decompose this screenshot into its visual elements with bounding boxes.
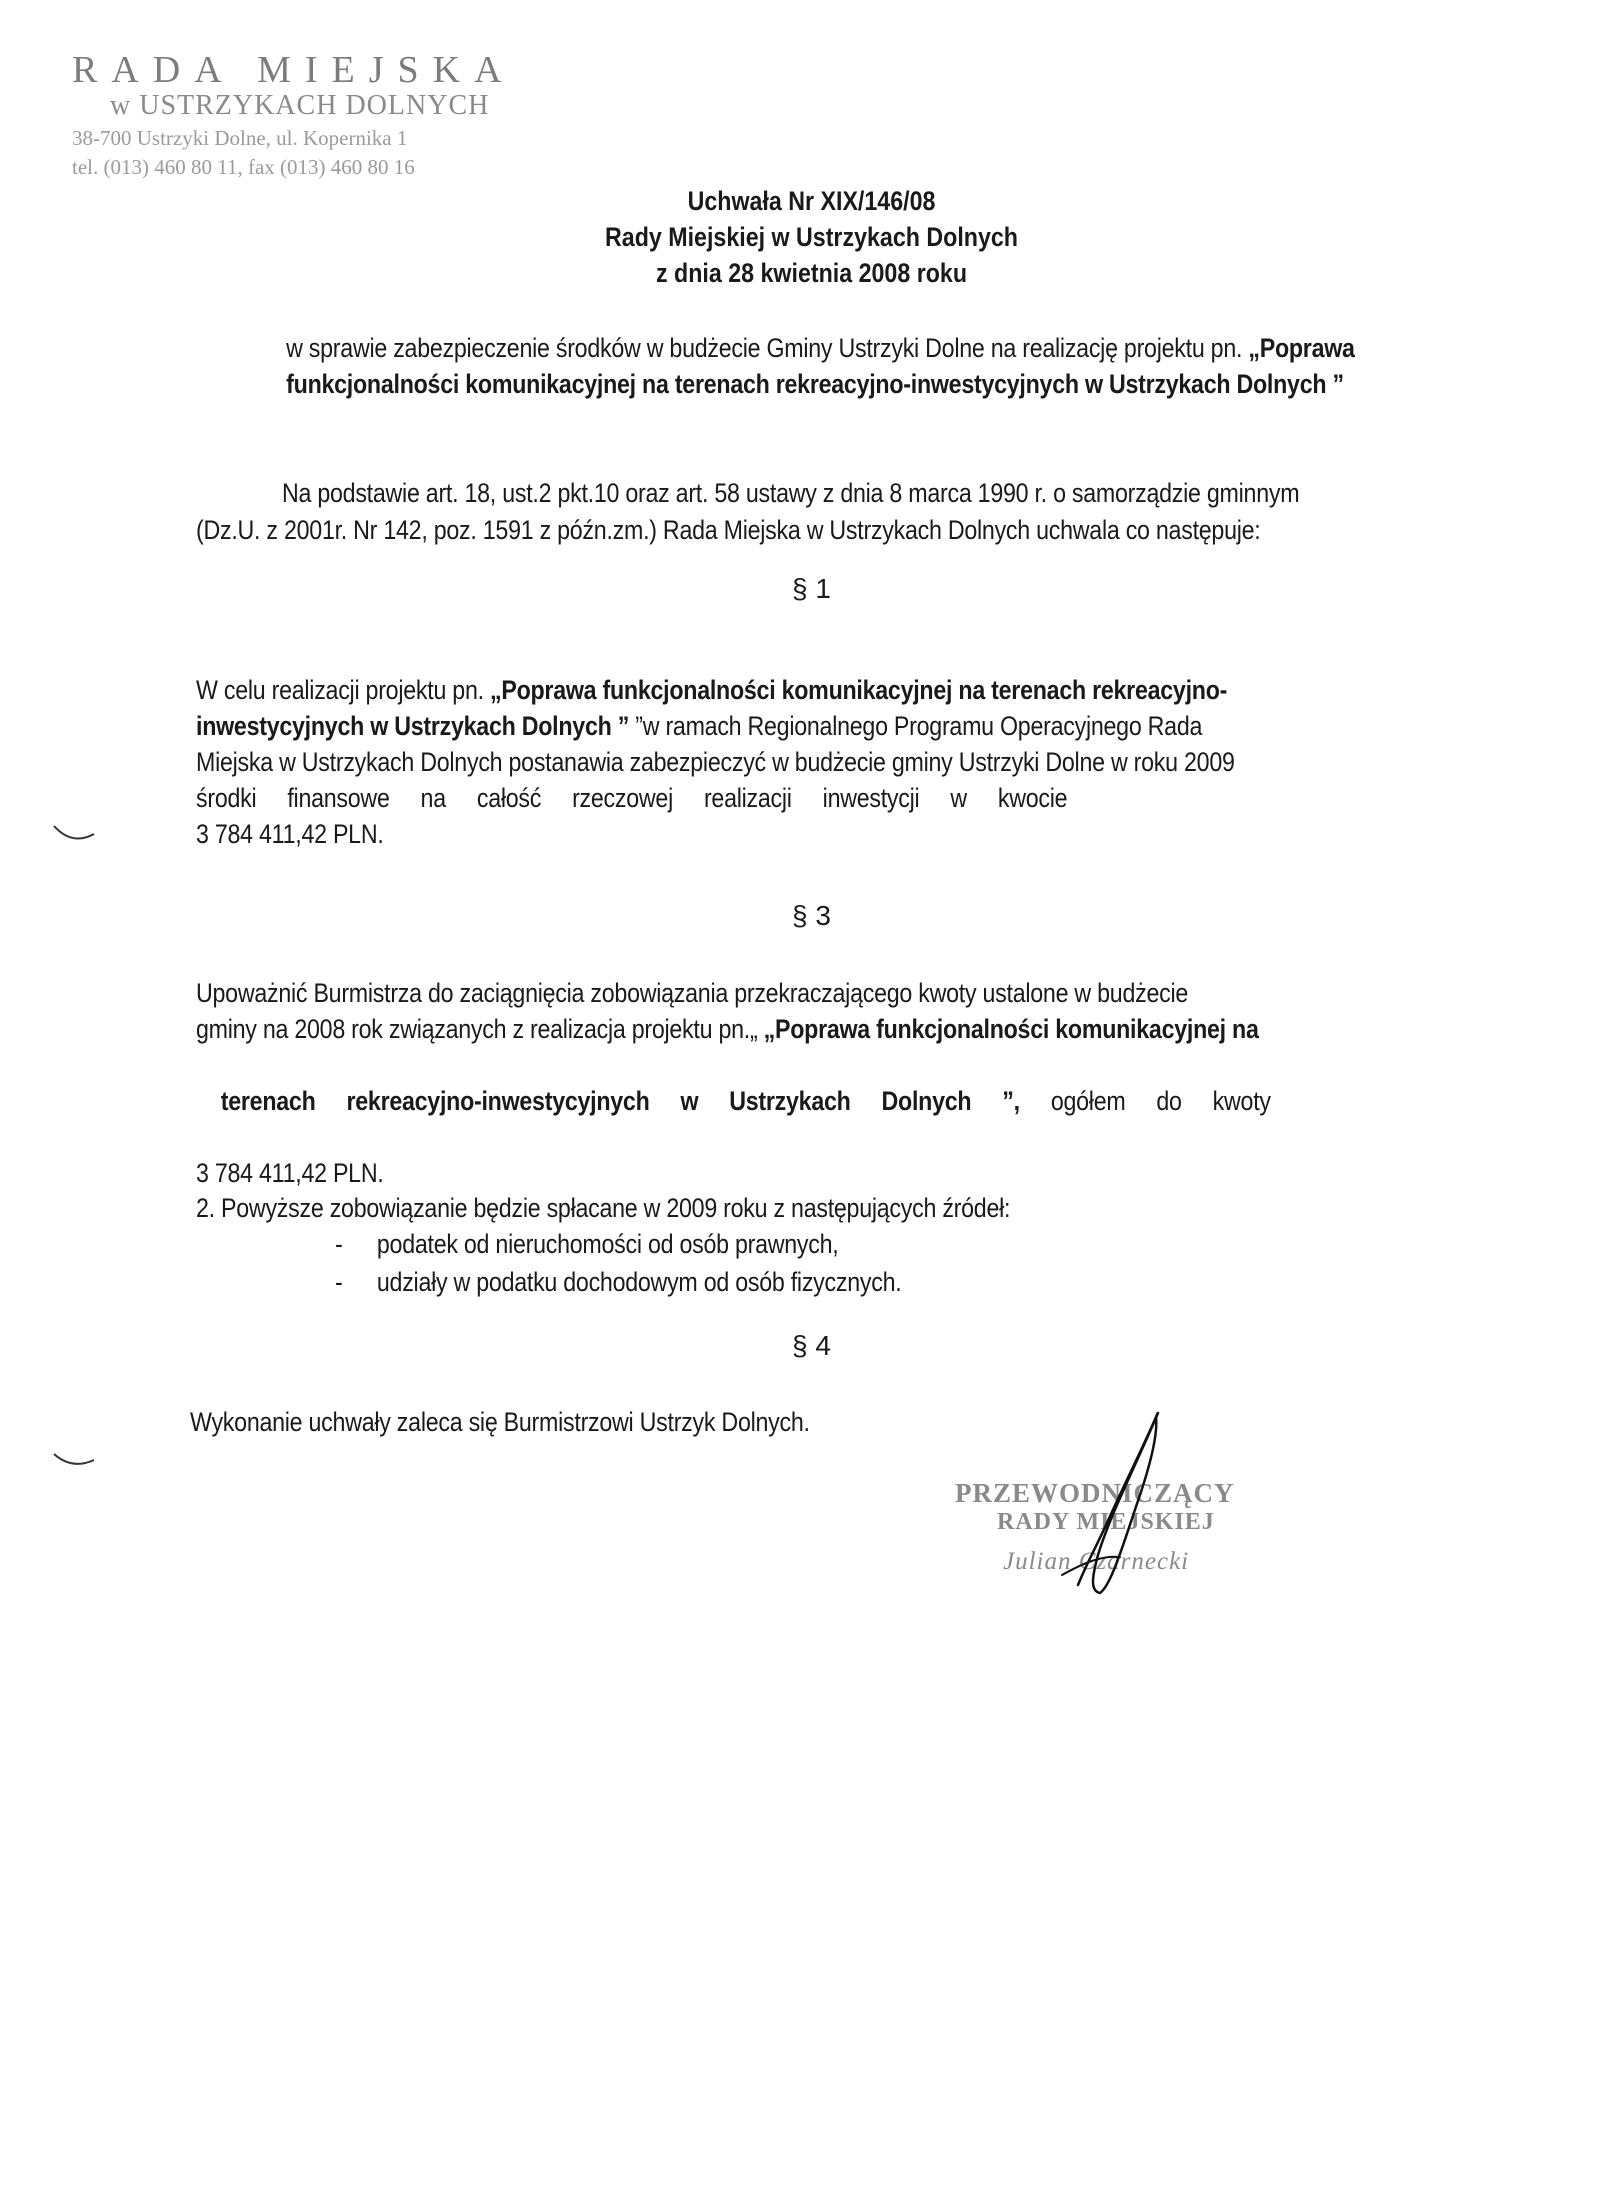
signature-title: PRZEWODNICZĄCY bbox=[955, 1478, 1235, 1508]
subject-line2-bold: funkcjonalności komunikacyjnej na terenach rekreacyjno-inwestycyjnych w Ustrzykach Dolnych ” bbox=[286, 369, 1344, 399]
section-1-line1-bold: „Poprawa funkcjonalności komunikacyjnej na terenach rekreacyjno- bbox=[489, 675, 1228, 705]
section-3-line3-plain: ogółem do kwoty bbox=[1019, 1086, 1271, 1116]
signature-body: RADY MIEJSKIEJ bbox=[997, 1509, 1215, 1535]
stamp-phone: tel. (013) 460 80 11, fax (013) 460 80 16 bbox=[72, 155, 415, 179]
resolution-date: z dnia 28 kwietnia 2008 roku bbox=[655, 258, 968, 288]
section-4-mark: § 4 bbox=[792, 1330, 831, 1361]
section-1-line2-bold: inwestycyjnych w Ustrzykach Dolnych ” bbox=[196, 711, 630, 741]
stamp-subtitle: w USTRZYKACH DOLNYCH bbox=[110, 90, 490, 121]
subject-line1-plain: w sprawie zabezpieczenie środków w budżecie Gminy Ustrzyki Dolne na realizację projektu pn. bbox=[286, 333, 1249, 363]
stamp-address: 38-700 Ustrzyki Dolne, ul. Kopernika 1 bbox=[72, 126, 408, 150]
margin-mark-icon bbox=[50, 820, 100, 850]
list-dash: - bbox=[335, 1229, 343, 1259]
handwritten-signature-icon bbox=[1040, 1405, 1180, 1605]
resolution-subject bbox=[200, 330, 1430, 402]
section-1-amount: 3 784 411,42 PLN. bbox=[196, 819, 384, 849]
resolution-number: Uchwała Nr XIX/146/08 bbox=[687, 186, 936, 216]
section-4-text: Wykonanie uchwały zaleca się Burmistrzowi Ustrzyk Dolnych. bbox=[190, 1407, 810, 1437]
section-1-line3: Miejska w Ustrzykach Dolnych postanawia zabezpieczyć w budżecie gminy Ustrzyki Dolne w roku 2009 bbox=[196, 747, 1235, 777]
section-3-body bbox=[196, 975, 1456, 1191]
signature-name: Julian Czarnecki bbox=[1003, 1548, 1190, 1575]
resolution-issuer: Rady Miejskiej w Ustrzykach Dolnych bbox=[605, 222, 1018, 252]
section-3-line1: Upoważnić Burmistrza do zaciągnięcia zobowiązania przekraczającego kwoty ustalone w budżecie bbox=[196, 978, 1189, 1008]
repayment-source-2: udziały w podatku dochodowym od osób fizycznych. bbox=[376, 1267, 902, 1297]
council-letterhead-stamp bbox=[72, 48, 516, 180]
section-3-amount: 3 784 411,42 PLN. bbox=[196, 1158, 384, 1188]
section-3-mark: § 3 bbox=[792, 900, 831, 931]
section-1-line1-plain: W celu realizacji projektu pn. bbox=[196, 675, 490, 705]
section-1-mark: § 1 bbox=[792, 573, 831, 604]
stamp-title: RADA MIEJSKA bbox=[72, 49, 516, 91]
margin-mark-icon bbox=[50, 1448, 100, 1478]
section-3-line2-plain: gminy na 2008 rok związanych z realizacja projektu pn.„ bbox=[196, 1014, 764, 1044]
repayment-source-item bbox=[335, 1264, 901, 1300]
repayment-source-1: podatek od nieruchomości od osób prawnych, bbox=[376, 1229, 839, 1259]
subject-line1-bold: „Poprawa bbox=[1248, 333, 1355, 363]
preamble-line2: (Dz.U. z 2001r. Nr 142, poz. 1591 z późn.zm.) Rada Miejska w Ustrzykach Dolnych uchwala co następuje: bbox=[196, 515, 1261, 545]
repayment-source-item bbox=[335, 1226, 838, 1262]
list-dash: - bbox=[335, 1267, 343, 1297]
repayment-intro: 2. Powyższe zobowiązanie będzie spłacane w 2009 roku z następujących źródeł: bbox=[196, 1193, 1011, 1223]
section-1-body bbox=[196, 672, 1456, 852]
section-1-line2-plain: ”w ramach Regionalnego Programu Operacyjnego Rada bbox=[629, 711, 1203, 741]
section-3-line2-bold: „Poprawa funkcjonalności komunikacyjnej na bbox=[763, 1014, 1259, 1044]
section-1-line4: środki finansowe na całość rzeczowej realizacji inwestycji w kwocie bbox=[196, 783, 1068, 813]
preamble-line1: Na podstawie art. 18, ust.2 pkt.10 oraz art. 58 ustawy z dnia 8 marca 1990 r. o samorządzie gminnym bbox=[282, 478, 1300, 508]
section-3-line3-bold: terenach rekreacyjno-inwestycyjnych w Ustrzykach Dolnych ”, bbox=[220, 1086, 1020, 1116]
